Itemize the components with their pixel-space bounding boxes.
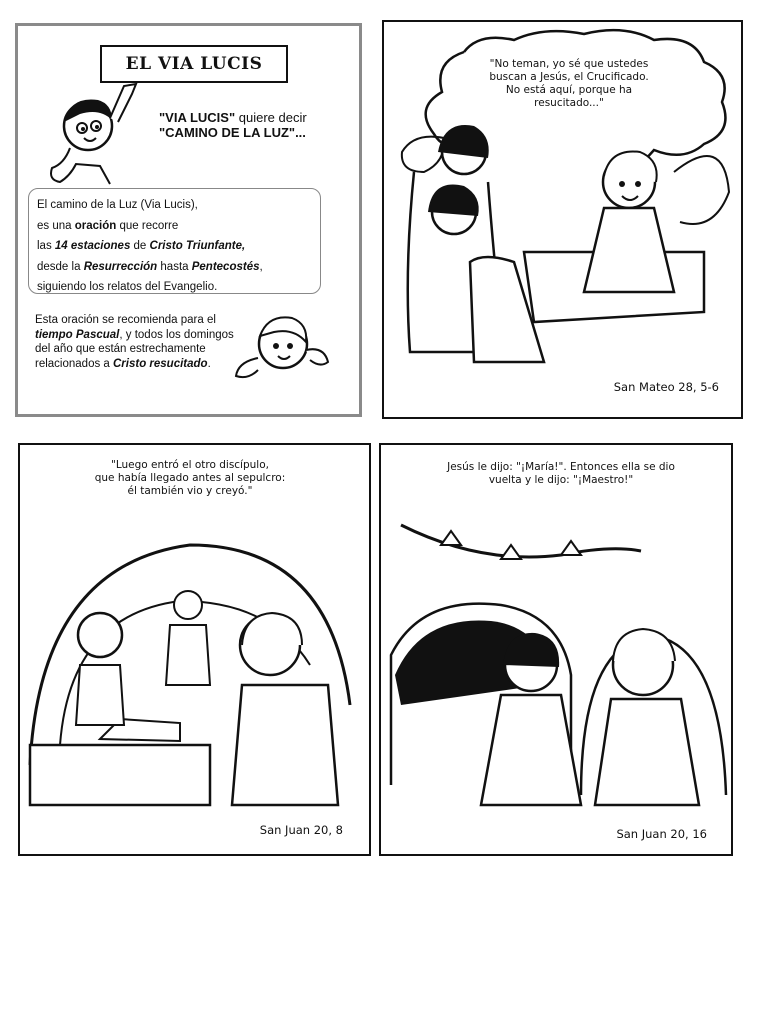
panel-title: EL VIA LUCIS	[100, 45, 288, 83]
intro-panel	[15, 23, 362, 417]
disciple-quote: "Luego entró el otro discípulo, que había llegado antes al sepulcro: él también vio y creyó."	[94, 459, 286, 497]
girl-illustration	[228, 306, 348, 386]
boy-waving-illustration	[40, 84, 160, 194]
scripture-reference: San Mateo 28, 5-6	[613, 380, 719, 394]
mary-meets-jesus-illustration	[381, 485, 735, 825]
disciple-tomb-panel	[18, 443, 371, 856]
mary-quote: Jesús le dijo: "¡María!". Entonces ella se dio vuelta y le dijo: "¡Maestro!"	[447, 461, 675, 486]
angel-quote: "No teman, yo sé que ustedes buscan a Jesús, el Crucificado. No está aquí, porque ha resucitado..."	[489, 58, 649, 109]
recommendation-text: Esta oración se recomienda para el tiempo Pascual, y todos los domingos del año que están estrechamente relacionados a Cristo resucitado.	[35, 314, 234, 370]
women-and-angel-illustration	[384, 112, 745, 372]
disciples-in-tomb-illustration	[20, 505, 373, 835]
intro-text: "VIA LUCIS" quiere decir "CAMINO DE LA LUZ"...	[159, 110, 307, 140]
mary-jesus-panel	[379, 443, 733, 856]
angel-tomb-panel	[382, 20, 743, 419]
scripture-reference: San Juan 20, 8	[259, 823, 343, 837]
definition-box: El camino de la Luz (Via Lucis), es una oración que recorre las 14 estaciones de Cristo Triunfante, desde la Resurrección hasta Pentecostés, siguiendo los relatos del Evangelio.	[28, 188, 321, 294]
scripture-reference: San Juan 20, 16	[616, 827, 707, 841]
